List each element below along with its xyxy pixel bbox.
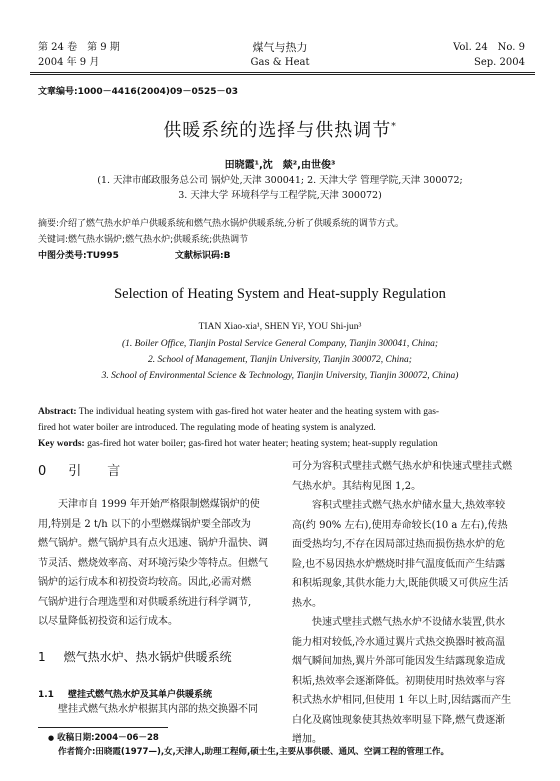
body-line: 可分为容积式壁挂式燃气热水炉和快速式壁挂式燃 [292, 461, 512, 472]
affiliation-en-3: 3. School of Environmental Science & Technology, Tianjin University, Tianjin 300072, China) [101, 371, 459, 381]
abstract-en-line-2: fired hot water boiler are introduced. The regulating mode of heating system is analyzed. [38, 423, 376, 433]
abstract-en-line-1: The individual heating system with gas-fired hot water heater and the heating system with gas- [76, 407, 440, 417]
keywords-en-label: Key words: [38, 439, 85, 449]
intro-line: 节灵活、燃烧效率高、对环境污染少等特点。但燃气 [38, 557, 268, 569]
section-0-heading [38, 460, 120, 479]
right-column-text [292, 457, 530, 750]
section-0-title: 引 言 [68, 464, 121, 479]
body-line: 积垢,热效率会逐渐降低。初期使用时热效率与容 [292, 675, 506, 687]
body-line: 面受热均匀,不存在因局部过热而损伤热水炉的危 [292, 539, 506, 550]
keywords-cn: 关键词:燃气热水锅炉;燃气热水炉;供暖系统;供热调节 [38, 235, 249, 245]
intro-paragraph [38, 495, 276, 632]
footnote [48, 731, 449, 759]
body-line: 险,也不易因热水炉燃烧时排气温度低而产生结露 [292, 558, 506, 570]
keywords-en: gas-fired hot water boiler; gas-fired hot water heater; heating system; heat-supply regulation [84, 439, 438, 449]
title-cn-text: 供暖系统的选择与供热调节 [163, 120, 392, 141]
body-line: 气热水炉。其结构见图 1,2。 [292, 480, 422, 492]
body-line: 白化及腐蚀现象使其热效率明显下降,燃气费逐渐 [292, 714, 506, 726]
section-1-title: 燃气热水炉、热水锅炉供暖系统 [63, 650, 232, 664]
authors-en: TIAN Xiao-xia¹, SHEN Yi², YOU Shi-jun³ [198, 322, 362, 332]
body-line: 高(约 90% 左右),使用寿命较长(10 a 左右),传热 [292, 519, 508, 531]
abstract-cn: 摘要:介绍了燃气热水炉单户供暖系统和燃气热水锅炉供暖系统,分析了供暖系统的调节方式。 [38, 219, 404, 229]
subsection-1-1-number: 1.1 [38, 690, 54, 700]
section-1-number: 1 [38, 650, 46, 664]
affiliation-en-2: 2. School of Management, Tianjin University, Tianjin 300072, China; [148, 355, 412, 365]
document-code: 文献标识码:B [175, 251, 231, 261]
abstract-en-label: Abstract: [38, 407, 77, 417]
section-0-number: 0 [38, 464, 47, 479]
bullet-icon: ● [48, 734, 55, 742]
title-cn [0, 116, 560, 142]
journal-name-cn: 煤气与热力 [252, 41, 308, 54]
header-rule-thin [30, 74, 535, 75]
date-en: Sep. 2004 [474, 57, 525, 68]
body-line: 增加。 [292, 734, 322, 745]
title-en: Selection of Heating System and Heat-supply Regulation [114, 286, 446, 302]
volume-issue-en: Vol. 24 No. 9 [453, 42, 525, 53]
received-date: 收稿日期:2004－06－28 [57, 733, 159, 743]
subsection-1-1-text: 壁挂式燃气热水炉根据其内部的热交换器不同 [58, 704, 258, 715]
body-line: 能力相对较低,冷水通过翼片式热交换器时被高温 [292, 636, 506, 648]
intro-line: 以尽量降低初投资和运行成本。 [38, 616, 178, 627]
section-1-heading [38, 648, 232, 665]
classification-number: 中图分类号:TU995 [38, 251, 119, 261]
intro-line: 燃气锅炉。燃气锅炉具有点火迅速、锅炉升温快、调 [38, 538, 268, 549]
body-line: 积式热水炉相同,但使用 1 年以上时,因结露而产生 [292, 695, 512, 706]
abstract-en [38, 404, 528, 452]
intro-line: 用,特别是 2 t/h 以下的小型燃煤锅炉要全部改为 [38, 518, 251, 530]
intro-line: 锅炉的运行成本和初投资均较高。因此,必需对燃 [38, 577, 252, 588]
authors-cn: 田晓霞¹,沈 燚²,由世俊³ [224, 160, 336, 171]
author-bio: 作者简介:田晓霞(1977—),女,天津人,助理工程师,硕士生,主要从事供暖、通风、空调工程的管理工作。 [58, 747, 449, 757]
header-rule [30, 72, 535, 73]
body-line: 快速式壁挂式燃气热水炉不设储水装置,供水 [292, 617, 506, 628]
title-mark: * [391, 122, 397, 132]
volume-issue-cn: 第 24 卷 第 9 期 [38, 42, 120, 53]
affiliation-en-1: (1. Boiler Office, Tianjin Postal Service General Company, Tianjin 300041, China; [121, 339, 439, 349]
affiliation-cn-2: 3. 天津大学 环境科学与工程学院,天津 300072) [178, 190, 382, 201]
body-line: 烟气瞬间加热,翼片外部可能因发生结露现象造成 [292, 656, 506, 667]
footnote-rule [38, 727, 168, 728]
affiliation-cn-1: (1. 天津市邮政服务总公司 锅炉处,天津 300041; 2. 天津大学 管理学院,天津 300072; [97, 175, 463, 186]
intro-line: 天津市自 1999 年开始严格限制燃煤锅炉的使 [58, 499, 260, 510]
article-number: 文章编号:1000－4416(2004)09－0525－03 [38, 87, 239, 97]
subsection-1-1-title: 壁挂式燃气热水炉及其单户供暖系统 [67, 690, 212, 700]
body-line: 容积式壁挂式燃气热水炉储水量大,热效率较 [292, 500, 506, 511]
body-line: 热水。 [292, 597, 322, 609]
subsection-1-1-heading [38, 687, 212, 700]
date-cn: 2004 年 9 月 [38, 57, 100, 68]
journal-name-en: Gas & Heat [250, 57, 310, 68]
body-line: 和积垢现象,其供水能力大,既能供暖又可供应生活 [292, 578, 509, 589]
intro-line: 气锅炉进行合理选型和对供暖系统进行科学调节, [38, 596, 252, 608]
